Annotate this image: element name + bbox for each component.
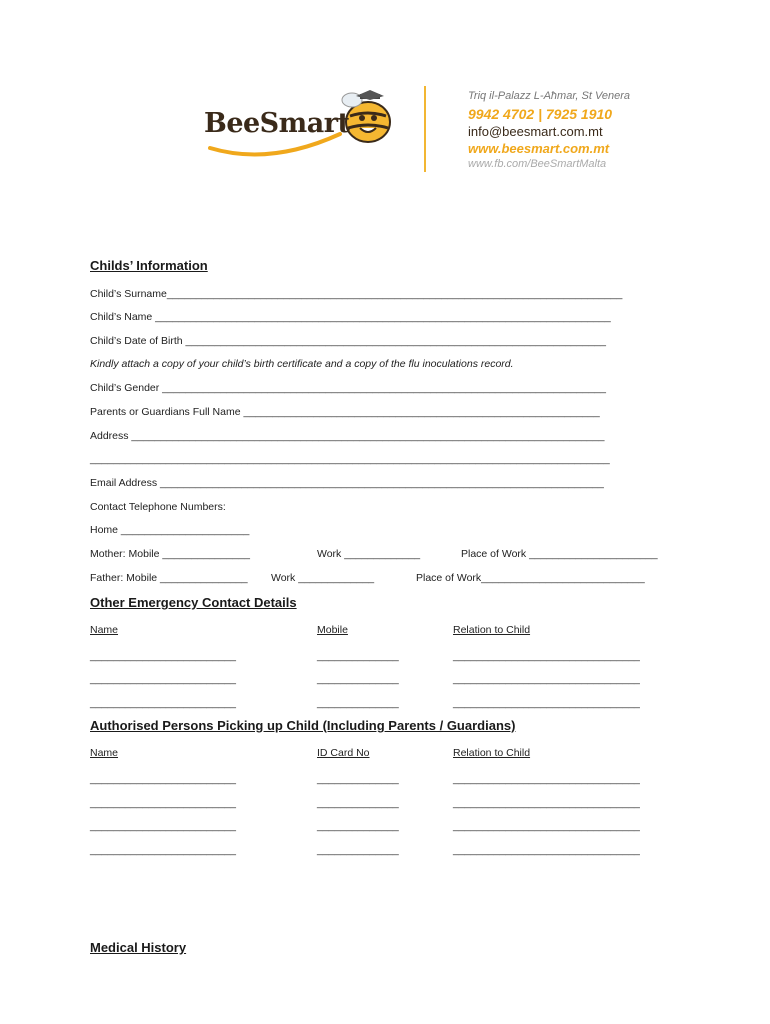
emergency-mobile-3[interactable]: ______________ — [317, 697, 399, 709]
emergency-name-1[interactable]: _________________________ — [90, 650, 236, 662]
authorised-relation-2[interactable]: ________________________________ — [453, 797, 640, 809]
authorised-id-2[interactable]: ______________ — [317, 797, 399, 809]
child-gender-field[interactable]: Child’s Gender ____________________________________________________________________________ — [90, 382, 606, 394]
emergency-name-3[interactable]: _________________________ — [90, 697, 236, 709]
emergency-relation-1[interactable]: ________________________________ — [453, 650, 640, 662]
father-work-field[interactable]: Work _____________ — [271, 572, 375, 584]
facebook-link[interactable]: www.fb.com/BeeSmartMalta — [468, 158, 607, 170]
website-link[interactable]: www.beesmart.com.mt — [468, 141, 610, 156]
email-field[interactable]: Email Address ____________________________________________________________________________ — [90, 477, 604, 489]
mother-place-of-work-field[interactable]: Place of Work ______________________ — [461, 548, 658, 560]
emergency-col-name: Name — [90, 624, 119, 636]
email-link[interactable]: info@beesmart.com.mt — [468, 124, 603, 139]
logo-text: BeeSmart — [204, 108, 350, 139]
authorised-heading: Authorised Persons Picking up Child (Including Parents / Guardians) — [90, 718, 516, 733]
emergency-col-mobile: Mobile — [317, 624, 348, 636]
father-place-of-work-field[interactable]: Place of Work____________________________ — [416, 572, 645, 584]
authorised-id-3[interactable]: ______________ — [317, 820, 399, 832]
mother-work-field[interactable]: Work _____________ — [317, 548, 421, 560]
contact-numbers-label: Contact Telephone Numbers: — [90, 501, 226, 513]
medical-history-heading: Medical History — [90, 940, 187, 955]
home-phone-field[interactable]: Home ______________________ — [90, 524, 250, 536]
address-field[interactable]: Address _________________________________________________________________________________ — [90, 430, 605, 442]
authorised-relation-1[interactable]: ________________________________ — [453, 773, 640, 785]
header-divider — [424, 86, 426, 172]
beesmart-logo — [200, 86, 400, 166]
phone-text: 9942 4702 | 7925 1910 — [468, 106, 613, 122]
authorised-col-relation: Relation to Child — [453, 747, 531, 759]
child-surname-field[interactable]: Child’s Surname______________________________________________________________________________ — [90, 288, 623, 300]
father-mobile-field[interactable]: Father: Mobile _______________ — [90, 572, 248, 584]
address-text: Triq il-Palazz L-Aħmar, St Venera — [468, 90, 631, 102]
authorised-name-4[interactable]: _________________________ — [90, 844, 236, 856]
authorised-id-4[interactable]: ______________ — [317, 844, 399, 856]
childs-info-heading: Childs’ Information — [90, 258, 208, 273]
emergency-mobile-1[interactable]: ______________ — [317, 650, 399, 662]
guardians-name-field[interactable]: Parents or Guardians Full Name _____________________________________________________________ — [90, 406, 600, 418]
emergency-relation-2[interactable]: ________________________________ — [453, 673, 640, 685]
emergency-relation-3[interactable]: ________________________________ — [453, 697, 640, 709]
authorised-col-name: Name — [90, 747, 119, 759]
emergency-col-relation: Relation to Child — [453, 624, 531, 636]
attachment-note: Kindly attach a copy of your child’s birth certificate and a copy of the flu inoculations record. — [90, 358, 514, 370]
emergency-heading: Other Emergency Contact Details — [90, 595, 297, 610]
address-field-line2[interactable]: _________________________________________________________________________________________ — [90, 453, 610, 465]
authorised-name-1[interactable]: _________________________ — [90, 773, 236, 785]
emergency-name-2[interactable]: _________________________ — [90, 673, 236, 685]
contact-block — [468, 90, 630, 174]
authorised-col-id: ID Card No — [317, 747, 370, 759]
authorised-name-2[interactable]: _________________________ — [90, 797, 236, 809]
authorised-id-1[interactable]: ______________ — [317, 773, 399, 785]
child-name-field[interactable]: Child’s Name ______________________________________________________________________________ — [90, 311, 611, 323]
mother-mobile-field[interactable]: Mother: Mobile _______________ — [90, 548, 250, 560]
child-dob-field[interactable]: Child’s Date of Birth ________________________________________________________________________ — [90, 335, 606, 347]
authorised-relation-3[interactable]: ________________________________ — [453, 820, 640, 832]
authorised-relation-4[interactable]: ________________________________ — [453, 844, 640, 856]
authorised-name-3[interactable]: _________________________ — [90, 820, 236, 832]
emergency-mobile-2[interactable]: ______________ — [317, 673, 399, 685]
